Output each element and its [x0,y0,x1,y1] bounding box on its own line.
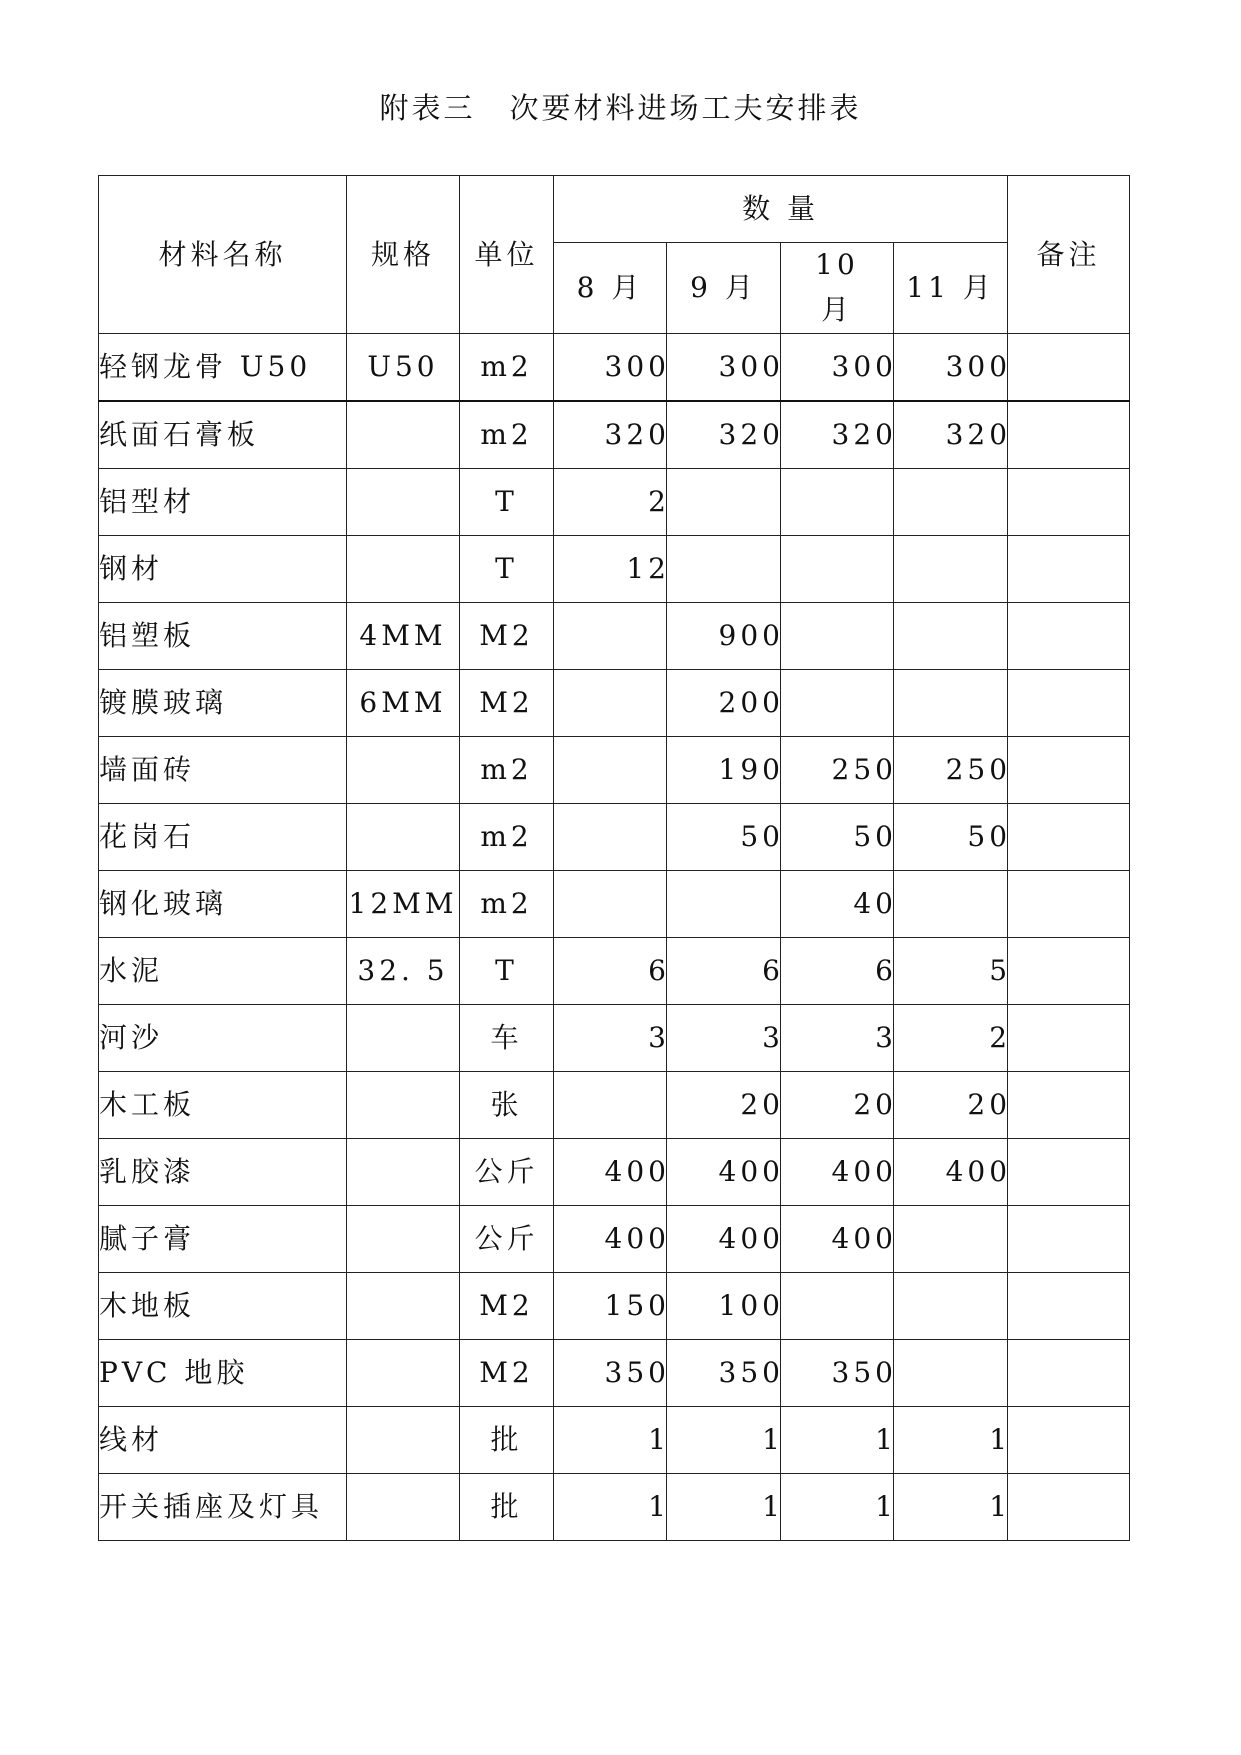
unit-cell-text: M2 [479,685,534,719]
qty-aug-cell-text: 300 [604,349,670,383]
qty-oct-cell [781,1339,897,1406]
note-cell [1008,333,1130,401]
qty-aug-cell [554,602,667,669]
material-name-cell [99,1205,347,1272]
unit-cell-text: T [495,551,518,585]
qty-sep-cell-text: 300 [718,349,784,383]
header-unit: 单位 [460,176,554,334]
material-name-cell [99,870,347,937]
qty-sep-cell-text: 200 [718,685,784,719]
spec-cell [347,468,460,535]
spec-cell [347,1138,460,1205]
qty-oct-cell-text: 350 [831,1355,897,1389]
unit-cell [460,736,554,803]
material-name-cell-text: 木工板 [99,1087,196,1121]
qty-sep-cell-text: 50 [740,819,784,853]
qty-sep-cell [667,669,784,736]
qty-aug-cell-text: 3 [648,1020,670,1054]
material-name-cell [99,669,347,736]
unit-cell-text: 公斤 [474,1221,539,1255]
qty-aug-cell [554,333,670,401]
qty-oct-cell [781,1071,897,1138]
qty-oct-cell-text: 400 [831,1221,897,1255]
qty-oct-cell [781,535,894,602]
qty-oct-cell [781,803,897,870]
unit-cell-text: T [495,953,518,987]
qty-nov-cell [894,736,1012,803]
table-row [99,602,1130,669]
header-spec: 规格 [347,176,460,334]
table-row [99,669,1130,736]
qty-oct-cell-text: 3 [875,1020,897,1054]
qty-aug-cell-text: 1 [648,1422,670,1456]
material-name-cell [99,1272,347,1339]
qty-nov-cell [894,803,1012,870]
qty-aug-cell-text: 320 [604,417,670,451]
qty-aug-cell-text: 1 [648,1489,670,1523]
title-main: 次要材料进场工夫安排表 [509,91,862,125]
qty-aug-cell [554,1473,670,1540]
spec-cell-text: U50 [367,349,439,383]
header-month-aug: 8 月 [554,243,667,334]
spec-cell [347,669,460,736]
material-name-cell [99,937,347,1004]
qty-aug-cell-text: 400 [604,1154,670,1188]
qty-aug-cell [554,1205,670,1272]
unit-cell-text: m2 [480,349,533,383]
header-row-top [99,176,1130,243]
spec-cell-text: 4MM [359,618,447,652]
qty-nov-cell [894,1004,1012,1071]
qty-oct-cell [781,333,897,401]
qty-sep-cell-text: 350 [718,1355,784,1389]
unit-cell-text: M2 [479,1355,534,1389]
qty-nov-cell [894,468,1008,535]
material-name-cell-text: 木地板 [99,1288,196,1322]
qty-nov-cell [894,333,1012,401]
unit-cell [460,803,554,870]
unit-cell [460,937,554,1004]
unit-cell [460,602,554,669]
table-row [99,468,1130,535]
qty-aug-cell [554,1406,670,1473]
header-material-name: 材料名称 [99,176,347,334]
qty-oct-cell-text: 40 [853,886,897,920]
material-name-cell-text: 线材 [99,1422,164,1456]
qty-aug-cell [554,1272,670,1339]
material-name-cell [99,1406,347,1473]
material-name-cell-text: PVC 地胶 [99,1355,249,1389]
unit-cell-text: 车 [490,1020,523,1054]
qty-oct-cell [781,669,894,736]
qty-nov-cell [894,1138,1012,1205]
qty-oct-cell-text: 300 [831,349,897,383]
qty-oct-cell [781,736,897,803]
spec-cell [347,1071,460,1138]
qty-sep-cell [667,1004,784,1071]
spec-cell [347,1272,460,1339]
qty-nov-cell-text: 5 [989,953,1012,987]
note-cell [1008,736,1130,803]
unit-cell-text: m2 [480,752,533,786]
qty-sep-cell-text: 190 [718,752,784,786]
qty-oct-cell-text: 20 [853,1087,897,1121]
spec-cell [347,870,460,937]
material-name-cell [99,803,347,870]
table-row [99,1339,1130,1406]
spec-cell [347,401,460,469]
qty-aug-cell [554,1339,670,1406]
note-cell [1008,1272,1130,1339]
note-cell [1008,803,1130,870]
note-cell [1008,602,1130,669]
unit-cell-text: m2 [480,417,533,451]
unit-cell [460,870,554,937]
qty-aug-cell [554,669,667,736]
material-name-cell-text: 河沙 [99,1020,164,1054]
qty-nov-cell-text: 1 [989,1489,1012,1523]
material-name-cell [99,602,347,669]
note-cell [1008,1339,1130,1406]
qty-nov-cell [894,1071,1012,1138]
qty-sep-cell [667,468,781,535]
qty-sep-cell [667,736,784,803]
unit-cell-text: 张 [490,1087,523,1121]
spec-cell [347,1004,460,1071]
qty-sep-cell [667,602,784,669]
qty-sep-cell [667,1138,784,1205]
material-name-cell-text: 腻子膏 [99,1221,196,1255]
qty-aug-cell [554,937,670,1004]
unit-cell-text: 公斤 [474,1154,539,1188]
qty-sep-cell-text: 3 [762,1020,784,1054]
unit-cell [460,401,554,469]
qty-sep-cell [667,1272,784,1339]
page-title [0,86,1241,127]
qty-aug-cell-text: 2 [648,484,670,518]
qty-nov-cell-text: 320 [945,417,1012,451]
qty-aug-cell-text: 6 [648,953,670,987]
note-cell [1008,1004,1130,1071]
qty-sep-cell-text: 1 [762,1422,784,1456]
header-month-sep: 9 月 [667,243,781,334]
qty-nov-cell [894,1473,1012,1540]
note-cell [1008,1406,1130,1473]
unit-cell [460,1004,554,1071]
unit-cell-text: 批 [490,1489,523,1523]
unit-cell-text: m2 [480,886,533,920]
qty-nov-cell [894,1205,1008,1272]
table-body [99,333,1130,1540]
unit-cell [460,1071,554,1138]
unit-cell [460,535,554,602]
unit-cell-text: m2 [480,819,533,853]
qty-oct-cell-text: 250 [831,752,897,786]
qty-aug-cell [554,1004,670,1071]
spec-cell [347,937,460,1004]
header-month-oct: 10 月 [781,243,894,334]
unit-cell [460,1406,554,1473]
qty-nov-cell [894,602,1008,669]
unit-cell [460,333,554,401]
spec-cell [347,803,460,870]
note-cell [1008,669,1130,736]
unit-cell [460,1339,554,1406]
header-month-nov: 11 月 [894,243,1008,334]
note-cell [1008,937,1130,1004]
spec-cell [347,1406,460,1473]
material-name-cell-text: 轻钢龙骨 U50 [99,349,312,383]
qty-nov-cell-text: 20 [967,1087,1012,1121]
qty-oct-cell [781,1473,897,1540]
table-row [99,1071,1130,1138]
table-row [99,401,1130,469]
qty-oct-cell-text: 6 [875,953,897,987]
qty-sep-cell-text: 20 [740,1087,784,1121]
qty-oct-cell [781,1004,897,1071]
qty-aug-cell [554,1138,670,1205]
qty-sep-cell-text: 100 [718,1288,784,1322]
qty-nov-cell [894,870,1008,937]
qty-aug-cell [554,468,670,535]
qty-nov-cell [894,937,1012,1004]
qty-oct-cell-text: 320 [831,417,897,451]
qty-aug-cell-text: 150 [604,1288,670,1322]
material-name-cell [99,401,347,469]
table-row [99,937,1130,1004]
qty-oct-cell [781,401,897,469]
material-name-cell-text: 铝塑板 [99,618,196,652]
qty-aug-cell [554,736,667,803]
spec-cell [347,1473,460,1540]
material-name-cell [99,1071,347,1138]
note-cell [1008,1473,1130,1540]
note-cell [1008,870,1130,937]
qty-aug-cell [554,535,670,602]
table-header [99,176,1130,334]
table-row [99,870,1130,937]
table-row [99,1138,1130,1205]
qty-aug-cell [554,803,667,870]
qty-nov-cell-text: 2 [989,1020,1012,1054]
qty-sep-cell [667,937,784,1004]
qty-nov-cell [894,401,1012,469]
qty-sep-cell [667,803,784,870]
qty-aug-cell [554,870,667,937]
table-row [99,333,1130,401]
material-name-cell-text: 钢化玻璃 [99,886,228,920]
unit-cell [460,1272,554,1339]
spec-cell [347,535,460,602]
material-name-cell [99,1339,347,1406]
qty-oct-cell-text: 1 [875,1489,897,1523]
qty-sep-cell-text: 400 [718,1154,784,1188]
qty-nov-cell-text: 300 [945,349,1012,383]
table-row [99,1473,1130,1540]
note-cell [1008,535,1130,602]
qty-oct-cell [781,937,897,1004]
qty-sep-cell [667,1339,784,1406]
qty-sep-cell [667,1205,784,1272]
qty-nov-cell [894,669,1008,736]
qty-nov-cell-text: 400 [945,1154,1012,1188]
table-row [99,1272,1130,1339]
unit-cell [460,1138,554,1205]
qty-nov-cell-text: 50 [967,819,1012,853]
material-name-cell-text: 乳胶漆 [99,1154,196,1188]
qty-nov-cell [894,1406,1012,1473]
spec-cell-text: 12MM [348,886,458,920]
qty-sep-cell [667,870,781,937]
qty-sep-cell [667,1473,784,1540]
qty-nov-cell [894,535,1008,602]
qty-oct-cell-text: 400 [831,1154,897,1188]
qty-oct-cell [781,1205,897,1272]
material-name-cell [99,333,347,401]
qty-oct-cell [781,468,894,535]
qty-aug-cell-text: 350 [604,1355,670,1389]
qty-nov-cell-text: 1 [989,1422,1012,1456]
qty-oct-cell [781,1406,897,1473]
qty-aug-cell-text: 400 [604,1221,670,1255]
spec-cell [347,333,460,401]
qty-sep-cell [667,535,781,602]
material-name-cell-text: 镀膜玻璃 [99,685,228,719]
table-row [99,1205,1130,1272]
unit-cell-text: M2 [479,1288,534,1322]
qty-nov-cell [894,1272,1008,1339]
material-name-cell [99,1473,347,1540]
qty-aug-cell [554,401,670,469]
qty-nov-cell [894,1339,1008,1406]
table-row [99,1004,1130,1071]
table-row [99,736,1130,803]
material-name-cell-text: 钢材 [99,551,164,585]
spec-cell [347,736,460,803]
material-name-cell [99,468,347,535]
spec-cell [347,1205,460,1272]
material-name-cell [99,736,347,803]
note-cell [1008,401,1130,469]
material-name-cell-text: 水泥 [99,953,164,987]
note-cell [1008,1071,1130,1138]
qty-sep-cell-text: 1 [762,1489,784,1523]
qty-oct-cell [781,1272,894,1339]
note-cell [1008,1138,1130,1205]
spec-cell-text: 32. 5 [357,953,449,987]
table-row [99,803,1130,870]
material-name-cell [99,1138,347,1205]
qty-aug-cell-text: 12 [626,551,670,585]
note-cell [1008,1205,1130,1272]
unit-cell-text: 批 [490,1422,523,1456]
table-row [99,535,1130,602]
header-quantity: 数 量 [554,176,1008,243]
qty-sep-cell [667,333,784,401]
material-name-cell-text: 开关插座及灯具 [99,1489,324,1523]
material-name-cell-text: 墙面砖 [99,752,196,786]
unit-cell [460,1205,554,1272]
qty-nov-cell-text: 250 [945,752,1012,786]
qty-oct-cell-text: 50 [853,819,897,853]
unit-cell [460,669,554,736]
unit-cell-text: M2 [479,618,534,652]
materials-schedule-table [98,175,1130,1541]
qty-sep-cell [667,1071,784,1138]
material-name-cell-text: 花岗石 [99,819,196,853]
material-name-cell-text: 纸面石膏板 [99,417,260,451]
qty-sep-cell [667,401,784,469]
qty-sep-cell-text: 900 [718,618,784,652]
spec-cell-text: 6MM [359,685,447,719]
qty-oct-cell [781,870,897,937]
qty-oct-cell [781,602,894,669]
material-name-cell [99,1004,347,1071]
material-name-cell-text: 铝型材 [99,484,196,518]
material-name-cell [99,535,347,602]
unit-cell [460,468,554,535]
qty-sep-cell-text: 320 [718,417,784,451]
unit-cell [460,1473,554,1540]
qty-sep-cell [667,1406,784,1473]
header-note: 备注 [1008,176,1130,334]
qty-aug-cell [554,1071,667,1138]
unit-cell-text: T [495,484,518,518]
qty-sep-cell-text: 400 [718,1221,784,1255]
qty-oct-cell-text: 1 [875,1422,897,1456]
qty-oct-cell [781,1138,897,1205]
spec-cell [347,1339,460,1406]
table-row [99,1406,1130,1473]
qty-sep-cell-text: 6 [762,953,784,987]
title-prefix: 附表三 [379,91,476,125]
spec-cell [347,602,460,669]
note-cell [1008,468,1130,535]
